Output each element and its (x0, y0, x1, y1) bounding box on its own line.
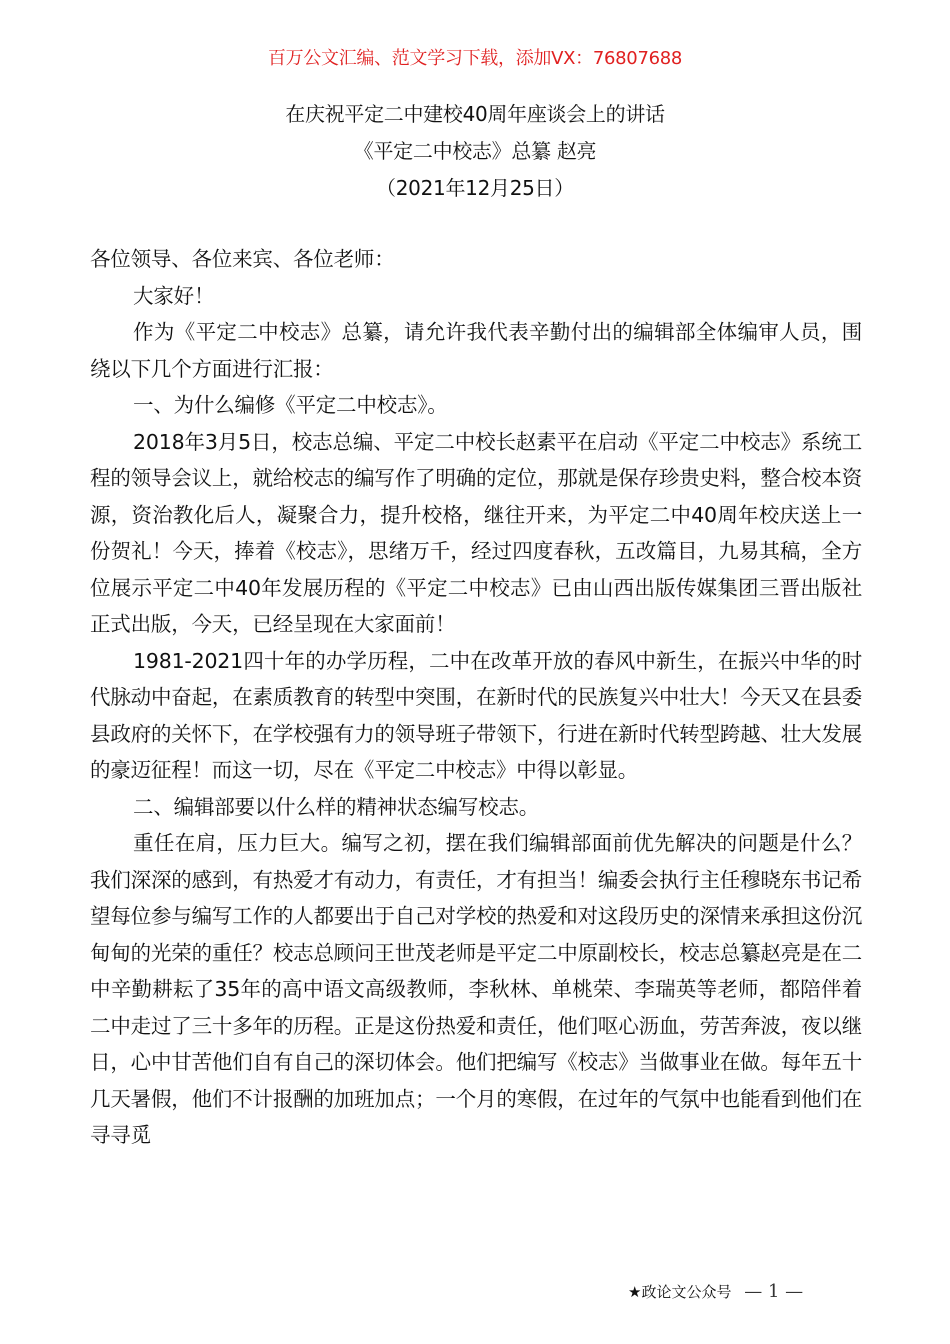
paragraph: 2018年3月5日，校志总编、平定二中校长赵素平在启动《平定二中校志》系统工程的领导会议上，就给校志的编写作了明确的定位，那就是保存珍贵史料，整合校本资源，资治教化后人，凝聚合力，提升校格，继往开来，为平定二中40周年校庆送上一份贺礼！今天，捧着《校志》，思绪万千，经过四度春秋，五改篇目，九易其稿，全方位展示平定二中40年发展历程的《平定二中校志》已由山西出版传媒集团三晋出版社正式出版，今天，已经呈现在大家面前！ (90, 429, 862, 636)
speech-body (90, 241, 862, 1154)
speech-date: （2021年12月25日） (376, 176, 574, 200)
section-heading-1: 一、为什么编修《平定二中校志》。 (133, 393, 448, 417)
salutation: 各位领导、各位来宾、各位老师： (90, 247, 395, 271)
section-heading-2: 二、编辑部要以什么样的精神状态编写校志。 (133, 794, 540, 819)
page-footer (628, 1282, 803, 1302)
page-number: — 1 — (744, 1281, 804, 1302)
paragraph: 重任在肩，压力巨大。编写之初，摆在我们编辑部面前优先解决的问题是什么？我们深深的感到，有热爱才有动力，有责任，才有担当！编委会执行主任穆晓东书记希望每位参与编写工作的人都要出于自己对学校的热爱和对这段历史的深情来承担这份沉甸甸的光荣的重任？校志总顾问王世茂老师是平定二中原副校长，校志总纂赵亮是在二中辛勤耕耘了35年的高中语文高级教师，李秋林、单桃荣、李瑞英等老师，都陪伴着二中走过了三十多年的历程。正是这份热爱和责任，他们呕心沥血，劳苦奔波，夜以继日，心中甘苦他们自有自己的深切体会。他们把编写《校志》当做事业在做。每年五十几天暑假，他们不计报酬的加班加点；一个月的寒假，在过年的气氛中也能看到他们在寻寻觅 (90, 831, 862, 1147)
paragraph: 大家好！ (133, 283, 215, 308)
paragraph: 作为《平定二中校志》总纂，请允许我代表辛勤付出的编辑部全体编审人员，围绕以下几个方面进行汇报： (90, 320, 862, 381)
speech-author: 《平定二中校志》总纂 赵亮 (353, 139, 597, 163)
speech-title: 在庆祝平定二中建校40周年座谈会上的讲话 (285, 102, 665, 126)
title-block (0, 96, 950, 207)
footer-source: ★政论文公众号 (628, 1283, 732, 1301)
paragraph: 1981-2021四十年的办学历程，二中在改革开放的春风中新生，在振兴中华的时代脉动中奋起，在素质教育的转型中突围，在新时代的民族复兴中壮大！今天又在县委县政府的关怀下，在学校强有力的领导班子带领下，行进在新时代转型跨越、壮大发展的豪迈征程！而这一切，尽在《平定二中校志》中得以彰显。 (90, 648, 862, 782)
watermark-banner: 百万公文汇编、范文学习下载，添加VX：76807688 (267, 48, 683, 69)
